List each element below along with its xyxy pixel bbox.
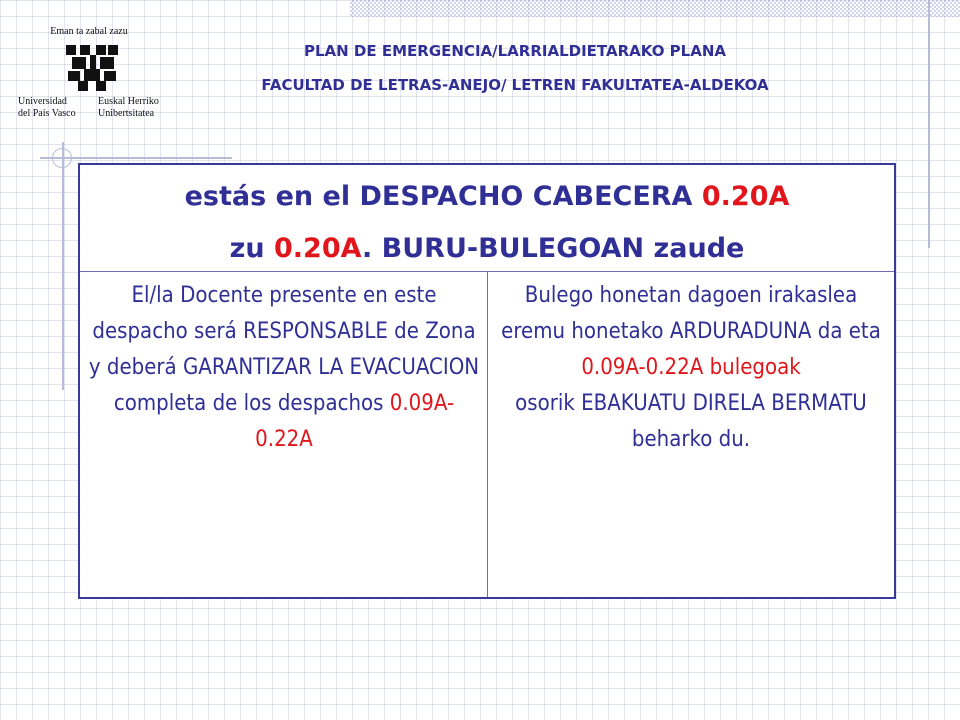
decor-vertical-line-right	[928, 0, 930, 248]
logo-text-basque	[98, 96, 159, 120]
panel-title-line-1	[80, 171, 894, 223]
instructions-spanish	[85, 277, 483, 457]
title-line2-suffix: . BURU-BULEGOAN zaude	[362, 233, 745, 264]
logo-text-spanish	[18, 96, 76, 120]
logo-text-spanish-line1: Universidad	[18, 96, 67, 107]
panel-divider-vertical	[487, 272, 488, 597]
panel-title-line-2	[80, 223, 894, 275]
panel-title	[80, 171, 894, 275]
instructions-spanish-text: El/la Docente presente en este despacho será RESPONSABLE de Zona y deberá GARANTIZAR LA EVACUACION completa de los despachos	[88, 282, 480, 416]
decor-vertical-line-left	[62, 142, 64, 390]
top-pattern-band	[350, 0, 960, 17]
logo-motto: Eman ta zabal zazu	[50, 26, 128, 37]
instructions-spanish-range: 0.09A-0.22A	[255, 390, 455, 452]
logo-text-basque-line1: Euskal Herriko	[98, 96, 159, 107]
title-line2-prefix: zu	[229, 233, 274, 264]
instructions-basque-text-after: osorik EBAKUATU DIRELA BERMATU beharko du.	[515, 390, 867, 452]
header-line-1: PLAN DE EMERGENCIA/LARRIALDIETARAKO PLANA	[304, 42, 726, 60]
university-logo	[14, 26, 164, 122]
decor-circle	[52, 148, 72, 168]
title-line1-text: estás en el DESPACHO CABECERA	[184, 181, 702, 212]
logo-text-basque-line2: Unibertsitatea	[98, 108, 155, 119]
logo-emblem-icon	[62, 41, 122, 93]
logo-text-spanish-line2: del País Vasco	[18, 108, 76, 119]
info-panel	[78, 163, 896, 599]
instructions-basque-text: Bulego honetan dagoen irakaslea eremu honetako ARDURADUNA da eta	[501, 282, 881, 344]
header-line-2: FACULTAD DE LETRAS-ANEJO/ LETREN FAKULTATEA-ALDEKOA	[261, 76, 769, 94]
title-line2-room: 0.20A	[274, 233, 363, 264]
instructions-basque-range: 0.09A-0.22A bulegoak	[581, 354, 801, 380]
title-line1-room: 0.20A	[701, 181, 790, 212]
instructions-basque	[492, 277, 890, 457]
